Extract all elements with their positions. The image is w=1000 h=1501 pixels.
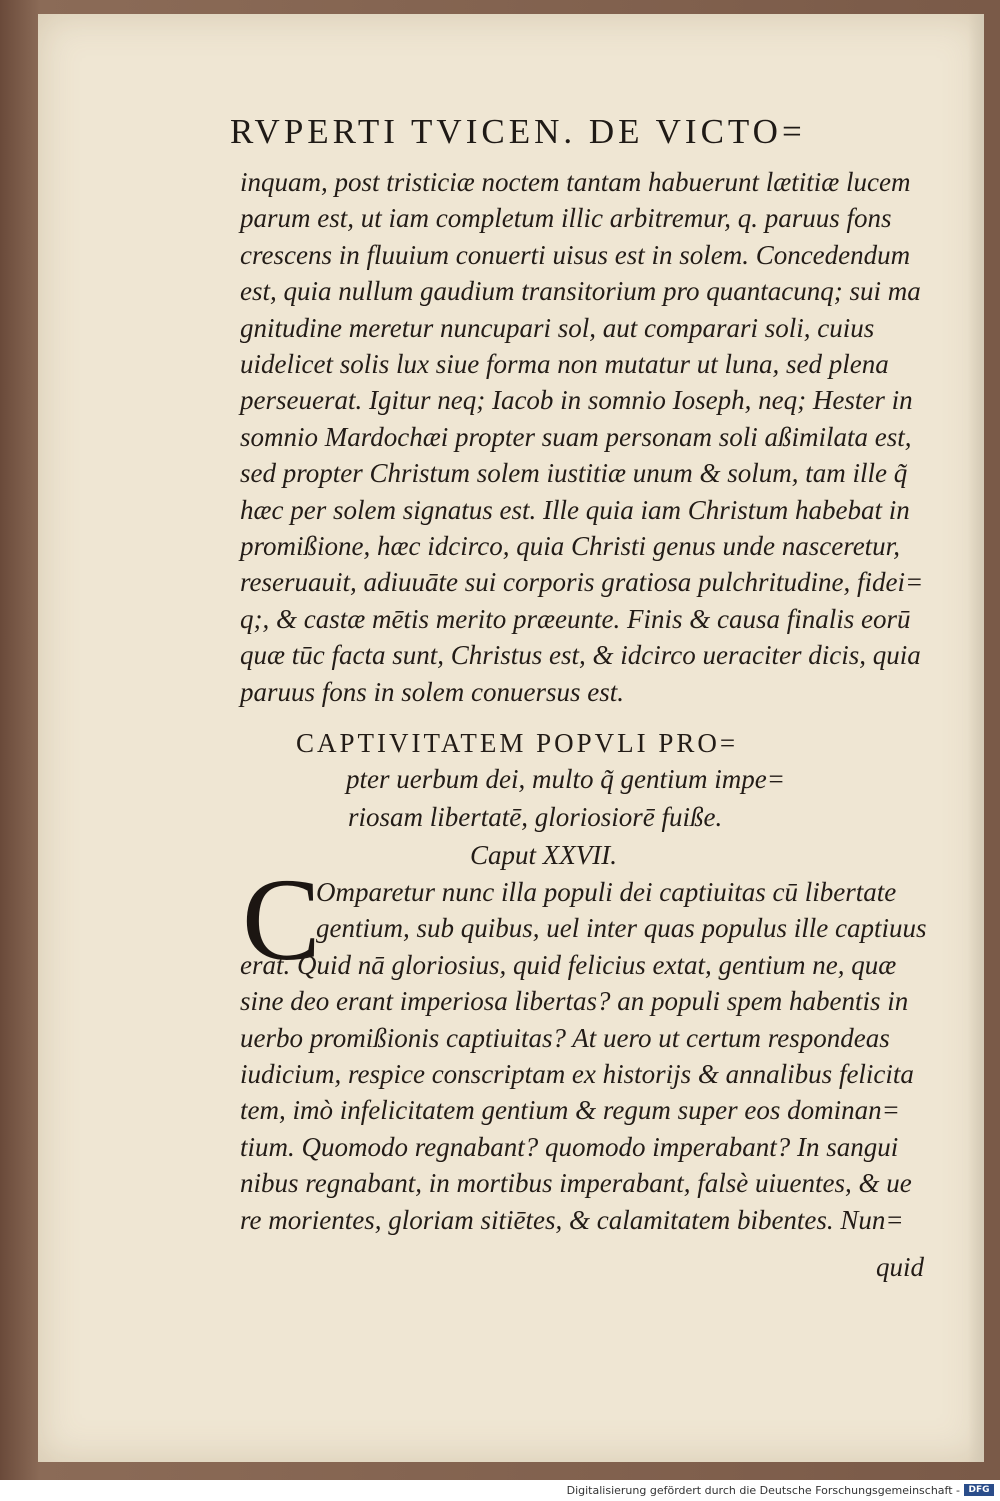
text-line: crescens in fluuium conuerti uisus est in solem. Concedendum xyxy=(240,239,911,270)
drop-cap: C xyxy=(242,854,321,985)
text-line: tium. Quomodo regnabant? quomodo imperabant? In sangui xyxy=(240,1131,899,1162)
chapter-heading-line-1: CAPTIVITATEM POPVLI PRO= xyxy=(296,728,739,758)
paragraph-1 xyxy=(240,164,930,710)
chapter-number: Caput XXVII. xyxy=(470,840,617,870)
text-line: est, quia nullum gaudium transitorium pro quantacunq; sui ma xyxy=(240,276,921,307)
text-line: tem, imò infelicitatem gentium & regum super eos dominan= xyxy=(240,1095,900,1126)
text-line: uerbo promißionis captiuitas? At uero ut certum respondeas xyxy=(240,1022,890,1053)
text-line: gnitudine meretur nuncupari sol, aut comparari soli, cuius xyxy=(240,312,875,343)
text-line: Omparetur nunc illa populi dei captiuitas cū libertate xyxy=(316,877,897,907)
text-line: paruus fons in solem conuersus est. xyxy=(240,676,624,707)
text-line: gentium, sub quibus, uel inter quas populus ille captiuus xyxy=(316,913,927,944)
text-line: sed propter Christum solem iustitiæ unum & solum, tam ille q̃ xyxy=(240,458,908,489)
chapter-heading-line-2: pter uerbum dei, multo q̃ gentium impe= xyxy=(346,764,785,794)
text-line: erat. Quid nā gloriosius, quid felicius extat, gentium ne, quæ xyxy=(240,949,897,980)
text-line: hæc per solem signatus est. Ille quia iam Christum habebat in xyxy=(240,494,910,525)
text-line: nibus regnabant, in mortibus imperabant, falsè uiuentes, & ue xyxy=(240,1168,912,1199)
paragraph-2 xyxy=(240,874,930,1238)
text-line: sine deo erant imperiosa libertas? an populi spem habentis in xyxy=(240,986,909,1017)
chapter-heading-line-3: riosam libertatē, gloriosiorē fuiße. xyxy=(348,802,723,832)
text-line: inquam, post tristiciæ noctem tantam habuerunt lætitiæ lucem xyxy=(240,167,911,197)
text-line: quæ tūc facta sunt, Christus est, & idcirco ueraciter dicis, quia xyxy=(240,640,921,671)
text-line: re morientes, gloriam sitiētes, & calamitatem bibentes. Nun= xyxy=(240,1204,904,1235)
dfg-logo: DFG xyxy=(964,1484,994,1496)
text-line: somnio Mardochæi propter suam personam soli aßimilata est, xyxy=(240,421,912,452)
text-line: parum est, ut iam completum illic arbitremur, q. paruus fons xyxy=(240,203,892,234)
text-line: perseuerat. Igitur neq; Iacob in somnio Ioseph, neq; Hester in xyxy=(240,385,913,416)
footer-credit: Digitalisierung gefördert durch die Deutsche Forschungsgemeinschaft - xyxy=(566,1484,960,1497)
text-line: promißione, hæc idcirco, quia Christi genus unde nasceretur, xyxy=(240,531,900,562)
catchword: quid xyxy=(876,1252,925,1282)
text-line: uidelicet solis lux siue forma non mutatur ut luna, sed plena xyxy=(240,349,889,380)
text-line: q;, & castæ mētis merito præeunte. Finis & causa finalis eorū xyxy=(240,603,911,634)
running-head: RVPERTI TVICEN. DE VICTO= xyxy=(230,112,806,151)
text-line: iudicium, respice conscriptam ex historijs & annalibus felicita xyxy=(240,1059,914,1090)
text-line: reseruauit, adiuuāte sui corporis gratiosa pulchritudine, fidei= xyxy=(240,567,924,598)
